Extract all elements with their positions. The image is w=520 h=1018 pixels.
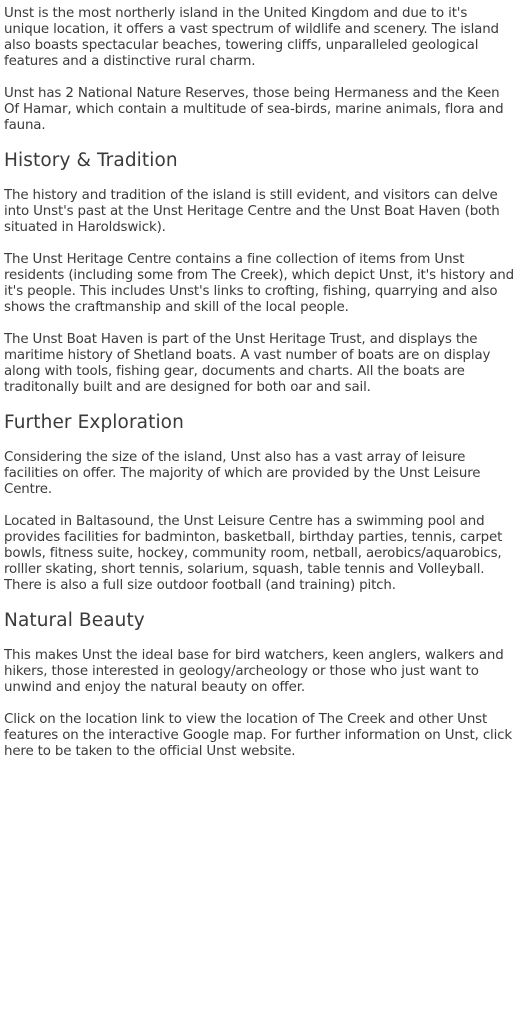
natural-beauty-heading: Natural Beauty [4,610,145,631]
history-paragraph: The history and tradition of the island is still evident, and visitors can delve into Unst's past at the Unst Heritage Centre and the Unst Boat Haven (both situated in Haroldswick). [4,188,500,235]
exploration-heading: Further Exploration [4,412,184,433]
links-text-start: Click on the [4,712,86,727]
history-heading: History & Tradition [4,150,178,171]
leisure-centre-paragraph: Located in Baltasound, the Unst Leisure Centre has a swimming pool and provides facilities for badminton, basketball, birthday parties, tennis, carpet bowls, fitness suite, hockey, community room, netball, aerobics/aquarobics, rolller skating, short tennis, solarium, squash, table tennis and Volleyball. There is also a full size outdoor football (and training) pitch. [4,514,503,593]
boat-haven-paragraph: The Unst Boat Haven is part of the Unst Heritage Trust, and displays the maritime history of Shetland boats. A vast number of boats are on display along with tools, fishing gear, documents and charts. All the boats are traditonally built and are designed for both oar and sail. [4,332,491,395]
intro-paragraph-nature-reserves: Unst has 2 National Nature Reserves, those being Hermaness and the Keen Of Hamar, which contain a multitude of sea-birds, marine animals, flora and fauna. [4,86,504,133]
exploration-paragraph: Considering the size of the island, Unst also has a vast array of leisure facilities on offer. The majority of which are provided by the Unst Leisure Centre. [4,450,481,497]
links-text-end: to be taken to the official Unst website. [33,744,296,759]
location-link[interactable]: location [85,712,138,727]
links-text-middle: link to view the location of The Creek and other Unst features on the interactive Google map. For further information on Unst, click [4,712,512,743]
heritage-centre-paragraph: The Unst Heritage Centre contains a fine collection of items from Unst residents (including some from The Creek), which depict Unst, it's history and it's people. This includes Unst's links to crofting, fishing, quarrying and also shows the craftmanship and skill of the local people. [4,252,514,315]
natural-beauty-paragraph: This makes Unst the ideal base for bird watchers, keen anglers, walkers and hikers, those interested in geology/archeology or those who just want to unwind and enjoy the natural beauty on offer. [4,648,504,695]
page-content [4,6,514,776]
official-website-link[interactable]: here [4,744,34,759]
links-paragraph [4,712,514,760]
intro-paragraph: Unst is the most northerly island in the United Kingdom and due to it's unique location, it offers a vast spectrum of wildlife and scenery. The island also boasts spectacular beaches, towering cliffs, unparalleled geological features and a distinctive rural charm. [4,6,499,69]
